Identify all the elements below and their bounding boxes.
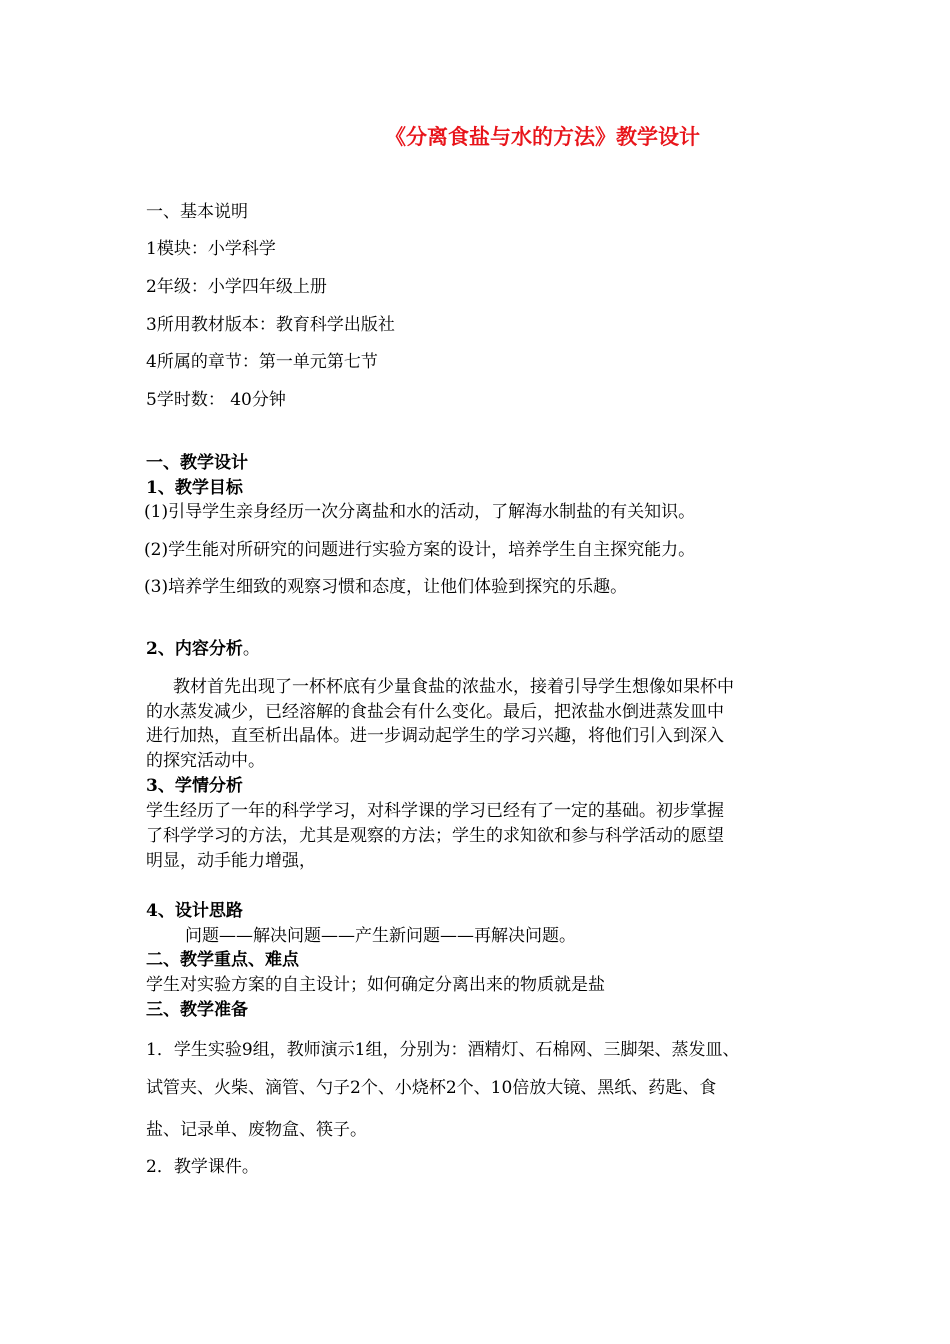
content-line-2: 的水蒸发减少，已经溶解的食盐会有什么变化。最后，把浓盐水倒进蒸发皿中 bbox=[146, 702, 724, 722]
content-line-3: 进行加热，直至析出晶体。进一步调动起学生的学习兴趣，将他们引入到深入 bbox=[146, 726, 724, 746]
preparation-line-3: 盐、记录单、废物盒、筷子。 bbox=[146, 1120, 367, 1140]
student-line-2: 了科学学习的方法，尤其是观察的方法；学生的求知欲和参与科学活动的愿望 bbox=[146, 826, 724, 846]
basic-info-heading: 一、基本说明 bbox=[146, 202, 248, 222]
preparation-line-1: 1．学生实验9组，教师演示1组，分别为：酒精灯、石棉网、三脚架、蒸发皿、 bbox=[146, 1040, 740, 1060]
chapter-line: 4所属的章节：第一单元第七节 bbox=[146, 352, 378, 372]
goals-heading: 1、教学目标 bbox=[146, 478, 243, 498]
student-line-1: 学生经历了一年的科学学习，对科学课的学习已经有了一定的基础。初步掌握 bbox=[146, 801, 724, 821]
preparation-heading: 三、教学准备 bbox=[146, 1000, 248, 1020]
student-analysis-heading: 3、学情分析 bbox=[146, 776, 243, 796]
grade-line: 2年级：小学四年级上册 bbox=[146, 277, 327, 297]
textbook-line: 3所用教材版本：教育科学出版社 bbox=[146, 315, 395, 335]
preparation-line-2: 试管夹、火柴、滴管、勺子2个、小烧杯2个、10倍放大镜、黑纸、药匙、食 bbox=[146, 1078, 717, 1098]
content-analysis-heading-dot: 。 bbox=[242, 639, 260, 659]
teaching-design-heading: 一、教学设计 bbox=[146, 453, 248, 473]
student-line-3: 明显，动手能力增强， bbox=[146, 851, 316, 871]
content-line-4: 的探究活动中。 bbox=[146, 751, 265, 771]
goal-2: (2)学生能对所研究的问题进行实验方案的设计，培养学生自主探究能力。 bbox=[144, 540, 696, 560]
goal-1: (1)引导学生亲身经历一次分离盐和水的活动，了解海水制盐的有关知识。 bbox=[144, 502, 696, 522]
design-idea-heading: 4、设计思路 bbox=[146, 901, 243, 921]
content-analysis-heading bbox=[146, 638, 260, 660]
preparation-line-4: 2．教学课件。 bbox=[146, 1157, 259, 1177]
key-points-line: 学生对实验方案的自主设计；如何确定分离出来的物质就是盐 bbox=[146, 975, 605, 995]
goal-3: (3)培养学生细致的观察习惯和态度，让他们体验到探究的乐趣。 bbox=[144, 577, 628, 597]
key-points-heading: 二、教学重点、难点 bbox=[146, 950, 299, 970]
content-analysis-heading-text: 2、内容分析 bbox=[146, 639, 243, 659]
document-title: 《分离食盐与水的方法》教学设计 bbox=[385, 124, 700, 149]
hours-line: 5学时数： 40分钟 bbox=[146, 390, 286, 410]
content-line-1: 教材首先出现了一杯杯底有少量食盐的浓盐水，接着引导学生想像如果杯中 bbox=[173, 677, 734, 697]
design-idea-line: 问题——解决问题——产生新问题——再解决问题。 bbox=[185, 926, 576, 946]
module-line: 1模块：小学科学 bbox=[146, 239, 276, 259]
